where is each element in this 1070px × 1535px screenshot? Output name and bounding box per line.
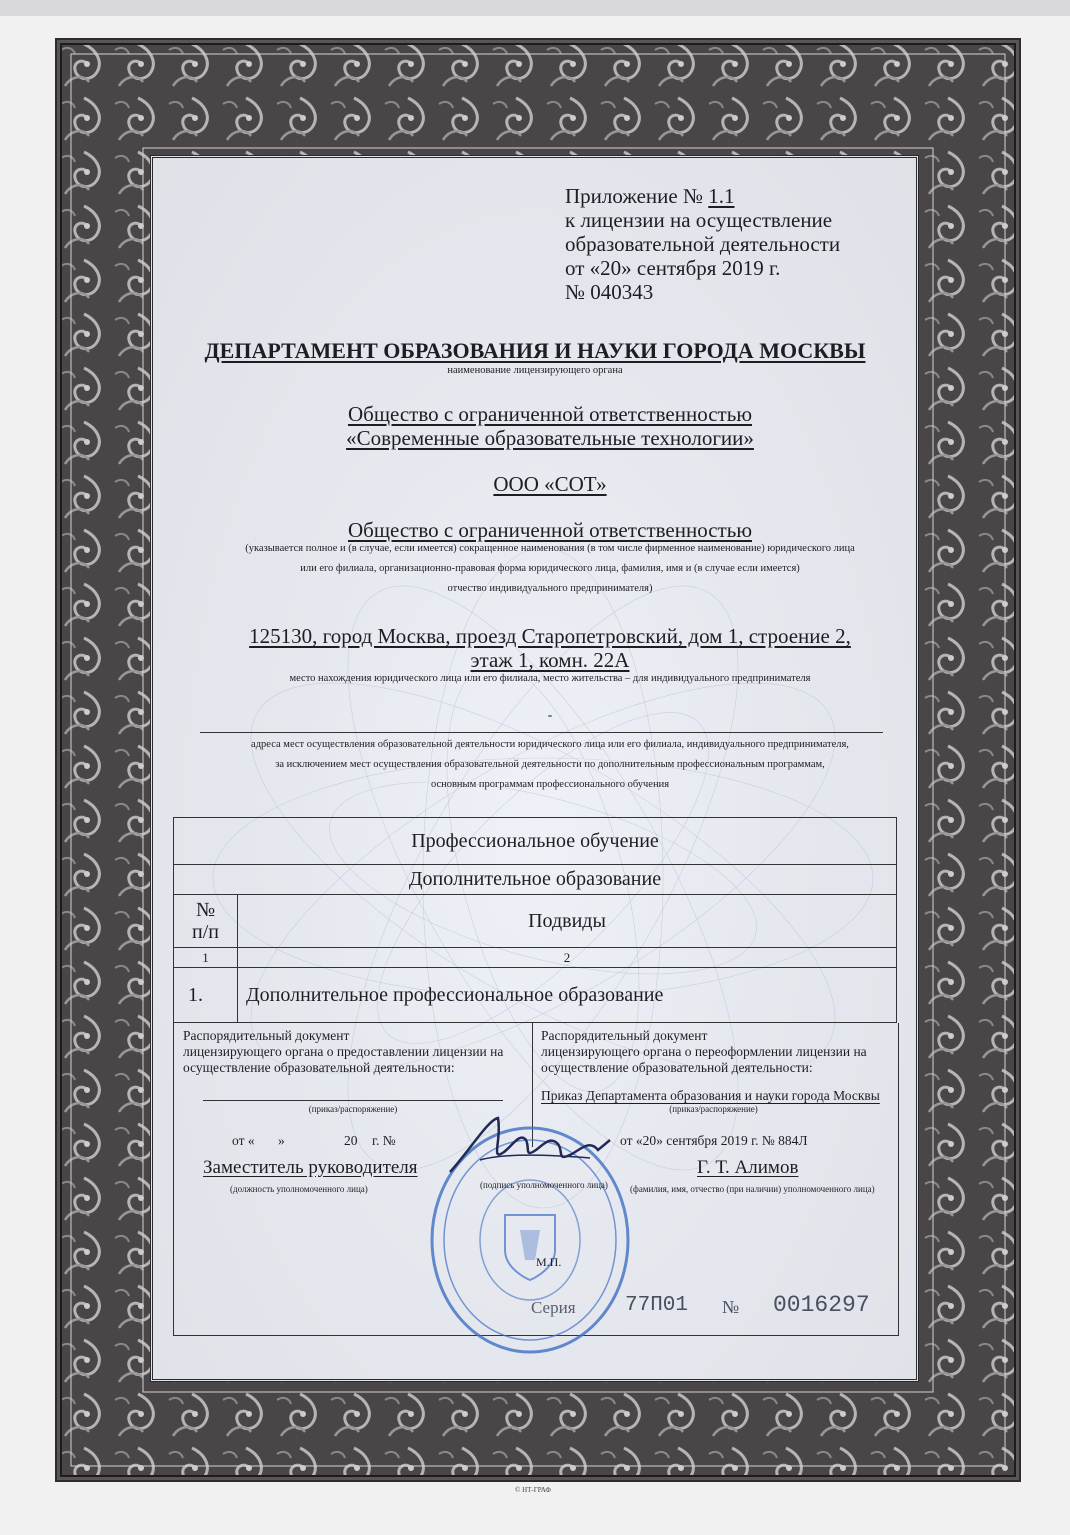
appendix-number: 1.1 <box>708 184 735 208</box>
series-number-label: № <box>722 1297 740 1317</box>
left-doc-date-g: г. № <box>372 1133 396 1148</box>
authority-name: ДЕПАРТАМЕНТ ОБРАЗОВАНИЯ И НАУКИ ГОРОДА МОСКВЫ <box>204 338 866 363</box>
left-doc-caption: (приказ/распоряжение) <box>308 1104 398 1114</box>
left-doc-date-quote: » <box>278 1133 285 1148</box>
right-doc-date: от «20» сентября 2019 г. № 884Л <box>620 1133 808 1148</box>
education-table <box>173 817 897 1023</box>
series-label: Серия <box>531 1298 576 1317</box>
places-caption-2: за исключением мест осуществления образовательной деятельности по дополнительным профессиональным программам, <box>275 759 825 770</box>
right-doc-caption: (приказ/распоряжение) <box>669 1104 758 1114</box>
address-caption: место нахождения юридического лица или его филиала, место жительства – для индивидуального предпринимателя <box>289 673 811 684</box>
mp-label: М.П. <box>536 1255 562 1269</box>
signer-position: Заместитель руководителя <box>203 1157 418 1178</box>
table-col-1: 1 <box>174 948 238 968</box>
right-doc-line-3: осуществление образовательной деятельности: <box>541 1060 813 1075</box>
left-doc-rule <box>203 1100 503 1101</box>
authority-caption: наименование лицензирующего органа <box>447 365 623 376</box>
licensee-legal-form: Общество с ограниченной ответственностью <box>347 518 753 542</box>
left-doc-line-1: Распорядительный документ <box>183 1028 350 1043</box>
licensee-full-name-1: Общество с ограниченной ответственностью <box>347 402 753 426</box>
appendix-line-4: от «20» сентября 2019 г. <box>565 256 781 280</box>
licensee-full-name-2: «Современные образовательные технологии» <box>346 426 754 450</box>
signer-position-caption: (должность уполномоченного лица) <box>230 1184 368 1194</box>
table-col-2: 2 <box>238 948 897 968</box>
table-row-additional: Дополнительное образование <box>174 865 897 895</box>
licensee-caption-1: (указывается полное и (в случае, если имеется) сокращенное наименования (в том числе фирменное наименование) юридического лица <box>245 543 855 554</box>
left-doc-line-2: лицензирующего органа о предоставлении лицензии на <box>183 1044 504 1059</box>
handwritten-signature <box>440 1110 620 1180</box>
places-caption-3: основным программам профессионального обучения <box>430 779 670 790</box>
places-rule <box>200 732 883 733</box>
left-doc-date-ot: от « <box>232 1133 255 1148</box>
left-doc-date-20: 20 <box>344 1133 358 1148</box>
right-doc-line-1: Распорядительный документ <box>541 1028 708 1043</box>
printer-mark: © НТ-ГРАФ <box>515 1486 551 1494</box>
signer-name-caption: (фамилия, имя, отчество (при наличии) уполномоченного лица) <box>630 1184 875 1194</box>
right-doc-order: Приказ Департамента образования и науки города Москвы <box>541 1088 880 1103</box>
signature-caption: (подпись уполномоченного лица) <box>480 1180 608 1190</box>
table-item-num: 1. <box>174 968 238 1023</box>
licensee-caption-3: отчество индивидуального предпринимателя) <box>447 583 653 594</box>
table-row-professional: Профессиональное обучение <box>174 818 897 865</box>
table-header-subtypes: Подвиды <box>238 895 897 948</box>
signer-name: Г. Т. Алимов <box>697 1157 799 1178</box>
places-value: - <box>547 708 553 723</box>
address-line-2: этаж 1, комн. 22А <box>470 648 630 672</box>
series-value: 77П01 <box>625 1294 689 1317</box>
top-band <box>0 0 1070 16</box>
series-number: 0016297 <box>773 1292 870 1318</box>
licensee-caption-2: или его филиала, организационно-правовая форма юридического лица, фамилия, имя и (в случае если имеется) <box>300 563 800 574</box>
address-line-1: 125130, город Москва, проезд Старопетровский, дом 1, строение 2, <box>249 624 851 648</box>
left-doc-line-3: осуществление образовательной деятельности: <box>183 1060 455 1075</box>
appendix-line-3: образовательной деятельности <box>565 232 841 256</box>
appendix-line-5: № 040343 <box>565 280 654 304</box>
places-caption-1: адреса мест осуществления образовательной деятельности юридического лица или его филиала, индивидуального предпринимателя, <box>251 739 849 750</box>
appendix-line-2: к лицензии на осуществление <box>565 208 833 232</box>
table-header-num: № п/п <box>174 895 238 948</box>
licensee-short-name: ООО «СОТ» <box>493 472 607 496</box>
table-item-text: Дополнительное профессиональное образование <box>238 968 897 1023</box>
appendix-line-1: Приложение № 1.1 <box>565 184 735 208</box>
right-doc-line-2: лицензирующего органа о переоформлении лицензии на <box>541 1044 867 1059</box>
